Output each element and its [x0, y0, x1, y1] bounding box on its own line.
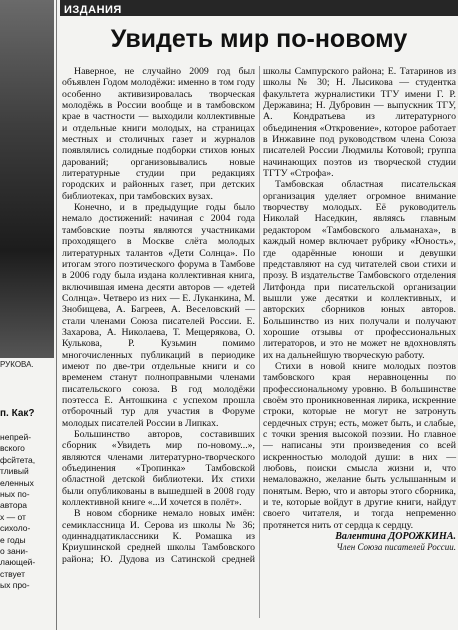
side-line: о зани-	[0, 546, 28, 557]
column-divider	[56, 0, 57, 630]
article-paragraph: Тамбовская областная писательская организация уделяет огромное внимание творчеству молодых. Её руководитель Николай Наседкин, являясь главным редактором «Тамбовского альманаха», в каждый номер включает рубрику «Юность», где одарённые юноши и девушки представляют на суд читателей свои стихи и прозу. В издательстве Тамбовского отделения Литфонда при писательской организации вышли уже десятки и коллективных, и авторских сборников юных авторов. Большинство из них получали и получают хорошие отзывы от профессиональных литераторов, и это не может не вдохновлять их на дальнейшую творческую работу.	[263, 179, 456, 361]
side-line: еленных	[0, 477, 34, 488]
article-paragraph: Конечно, и в предыдущие годы было немало достижений: начиная с 2004 года тамбовские поэты являются участниками проходящего в Москве слёта молодых литературных талантов «Дети Солнца». По итогам этого поэтического форума в Тамбове в 2006 году была издана коллективная книга, включившая имена десяти авторов — «детей Солнца». Четверо из них — Е. Луканкина, М. Знобищева, А. Багреев, А. Веселовский — стали членами Союза писателей России. Е. Захарова, А. Николаева, Т. Мещерякова, О. Кулькова, Р. Кузьмин помимо многочисленных публикаций в периодике имеют по две-три отдельные книги и со временем станут полноправными членами писательского союза. В год молодёжи поэтесса Е. Антошкина с успехом прошла отборочный тур для участия в Форуме молодых писателей России в Липках.	[62, 202, 255, 429]
side-line: фсйтета,	[0, 454, 36, 465]
rubric-label: ИЗДАНИЯ	[64, 4, 122, 16]
author-title: Член Союза писателей России.	[336, 542, 456, 553]
article-headline: Увидеть мир по-новому	[110, 25, 408, 53]
side-line: вского	[0, 443, 25, 454]
side-line: х — от	[0, 511, 26, 522]
section-rubric	[60, 0, 458, 16]
side-line: ых про-	[0, 580, 30, 591]
side-line: ных по-	[0, 489, 30, 500]
side-column-fragment	[0, 432, 54, 630]
side-line: ствует	[0, 568, 25, 579]
side-line: тливый	[0, 466, 29, 477]
article-paragraph: В новом сборнике немало новых имён: семиклассница И. Серова из школы № 36; одиннадцатиклассники К. Ромашка из Криушинской средней школы Тамбовского района; Ю. Дудова из Сатинской средней школы Сампурского района; Е. Татаринов из школы № 30; Н. Лысикова — студентка факультета журналистики ТГУ имени Г. Р. Державина; Н. Дубровин — выпускник ТГУ, А. Кондратьева из литературного объединения «Откровение», которое работает в Инжавине под руководством члена Союза писателей России Людмилы Котовой; группа начинающих поэтов из творческой студии ТГТУ «Строфа».	[62, 66, 456, 565]
article-paragraph: Стихи в новой книге молодых поэтов тамбовского края неравноценны по профессиональному уровню. В большинстве своём это проникновенная лирика, искренние строки, которые не могут не затронуть сердечных струн; есть, может быть, и слабые, с точки зрения высокой поэзии. Но главное — написаны эти произведения со всей искренностью молодой души: в них — любовь, поиски смысла жизни и, что немаловажно, желание быть услышанным и понятым. Верю, что и авторы этого сборника, и те, которые войдут в другие книги, найдут своего читателя, и тогда непременно протянется нить от сердца к сердцу.	[263, 360, 456, 531]
side-line: автора	[0, 500, 28, 511]
side-question: п. Как?	[0, 408, 35, 419]
article-paragraph: Наверное, не случайно 2009 год был объявлен Годом молодёжи: именно в том году особенно активизировалась творческая молодёжь в России вообще и в тамбовском крае в частности — выходили коллективные и отдельные книги молодых, на страницах местных и столичных газет и журналов появлялись солидные подборки стихов юных дарований; организовывались новые литературные студии при редакциях городских и районных газет, при детских библиотеках, при тамбовских вузах.	[62, 66, 255, 202]
article-paragraph: Большинство авторов, составивших сборник «Увидеть мир по-новому...», являются членами литературно-творческого объединения «Тропинка» Тамбовской областной детской библиотеки. Их стихи были опубликованы в вышедшей в 2008 году коллективной книге «...И хочется в полёт».	[62, 429, 255, 509]
article-body	[62, 66, 456, 618]
portrait-photo	[0, 0, 54, 358]
side-line: лающей-	[0, 557, 36, 568]
side-line: е годы	[0, 534, 26, 545]
side-line: сихоло-	[0, 523, 31, 534]
author-signature: Валентина ДОРОЖКИНА.	[335, 531, 456, 543]
photo-caption: РУКОВА.	[0, 360, 34, 369]
side-line: непрей-	[0, 432, 32, 442]
